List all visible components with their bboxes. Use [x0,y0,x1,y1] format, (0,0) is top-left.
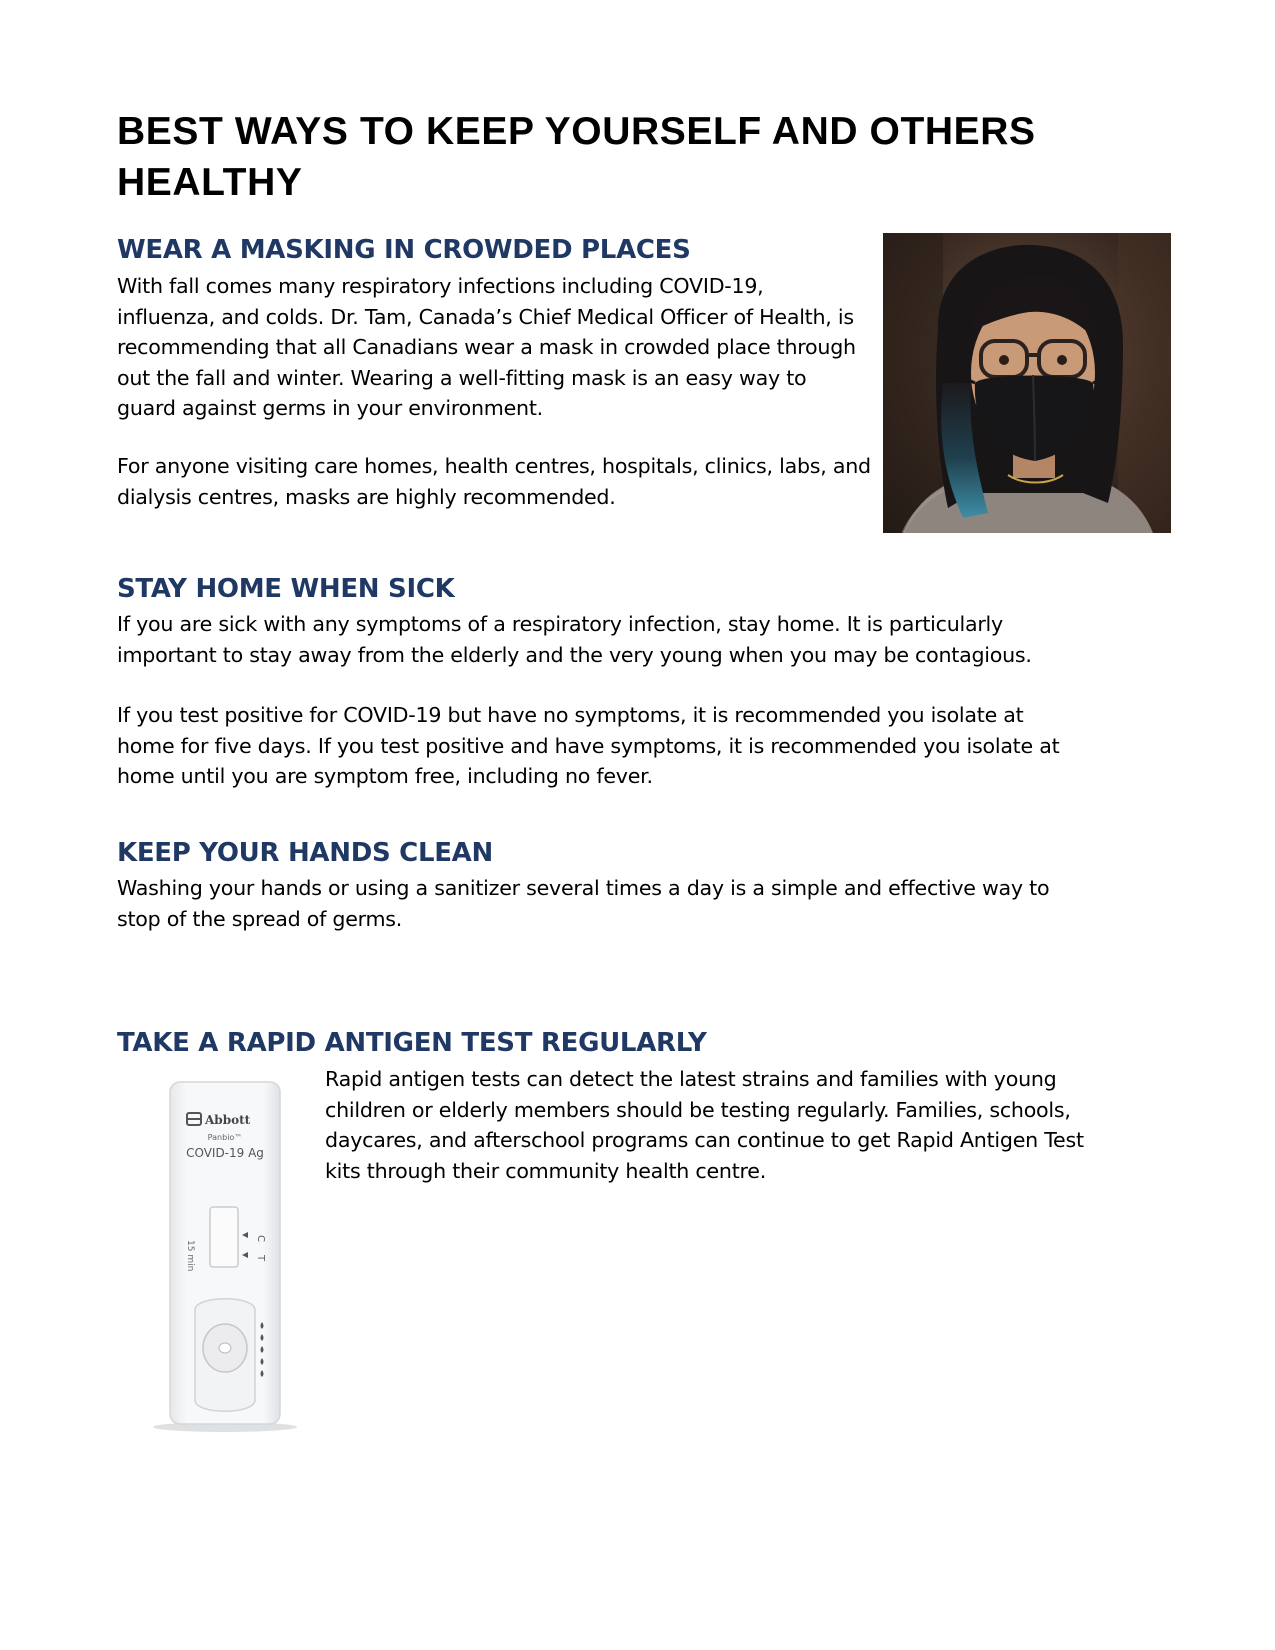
section-paragraph-masking-1: With fall comes many respiratory infections including COVID-19, influenza, and colds. Dr. Tam, Canada’s Chief Medical Officer of Health, is recommending that all Canadians wear a mask in crowded place through out the fall and winter. Wearing a well-fitting mask is an easy way to guard against germs in your environment. [117,274,856,420]
masked-person-photo [883,233,1171,533]
test-kit-test-label: T [255,1255,266,1262]
section-heading-rapid-test: TAKE A RAPID ANTIGEN TEST REGULARLY [117,1028,707,1058]
section-heading-masking: WEAR A MASKING IN CROWDED PLACES [117,235,691,265]
test-kit-brand: Abbott [205,1113,251,1127]
section-heading-stay-home: STAY HOME WHEN SICK [117,574,455,604]
section-paragraph-hands: Washing your hands or using a sanitizer several times a day is a simple and effective way to stop of the spread of germs. [117,876,1050,931]
test-kit-time-label: 15 min [185,1240,195,1272]
section-heading-hands: KEEP YOUR HANDS CLEAN [117,838,493,868]
section-paragraph-rapid-test: Rapid antigen tests can detect the latest strains and families with young children or elderly members should be testing regularly. Families, schools, daycares, and afterschool programs can continue to get Rapid Antigen Test kits through their community health centre. [325,1067,1084,1183]
test-kit-product: Panbio™ [207,1133,243,1142]
section-paragraph-stay-home-2: If you test positive for COVID-19 but have no symptoms, it is recommended you isolate at home for five days. If you test positive and have symptoms, it is recommended you isolate at home until you are symptom free, including no fever. [117,703,1060,788]
rapid-test-kit-image [140,1080,310,1435]
section-paragraph-stay-home-1: If you are sick with any symptoms of a respiratory infection, stay home. It is particularly important to stay away from the elderly and the very young when you may be contagious. [117,612,1032,667]
test-kit-control-label: C [255,1235,266,1242]
page-title: BEST WAYS TO KEEP YOURSELF AND OTHERS HEALTHY [117,110,1036,204]
test-kit-test-name: COVID-19 Ag [186,1146,264,1160]
section-paragraph-masking-2: For anyone visiting care homes, health centres, hospitals, clinics, labs, and dialysis centres, masks are highly recommended. [117,454,871,509]
